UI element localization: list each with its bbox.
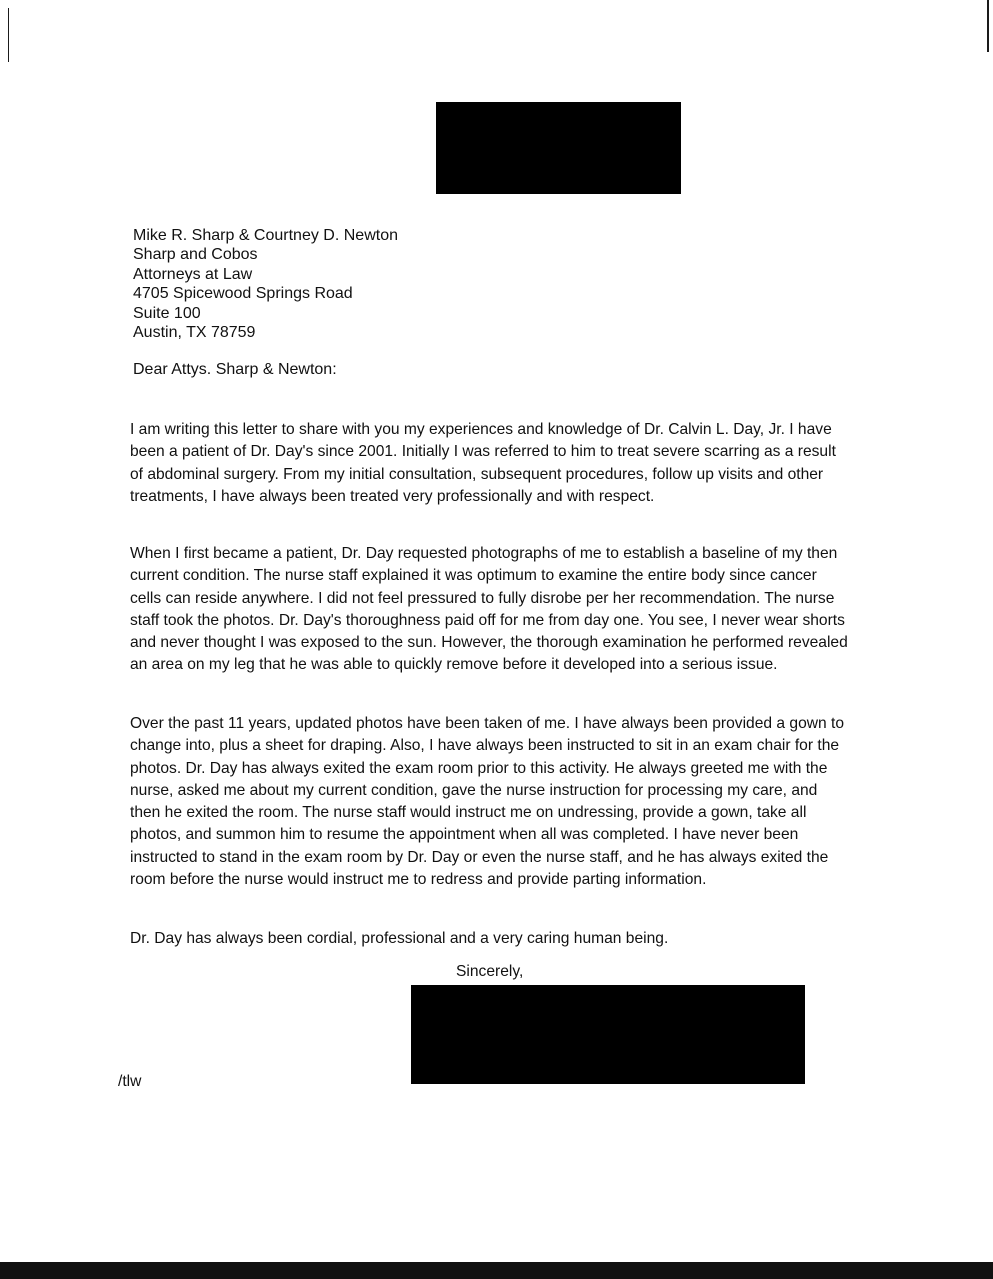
body-paragraph-2: When I first became a patient, Dr. Day requested photographs of me to establish a baseline of my then current condition. The nurse staff explained it was optimum to examine the entire body since cancer cells can reside anywhere. I did not feel pressured to fully disrobe per her recommendation. The nurse staff took the photos. Dr. Day's thoroughness paid off for me from day one. You see, I never wear shorts and never thought I was exposed to the sun. However, the thorough examination he performed revealed an area on my leg that he was able to quickly remove before it developed into a serious issue. bbox=[130, 545, 848, 674]
body-paragraph-3: Over the past 11 years, updated photos have been taken of me. I have always been provided a gown to change into, plus a sheet for draping. Also, I have always been instructed to sit in an exam chair for the photos. Dr. Day has always exited the exam room prior to this activity. He always greeted me with the nurse, asked me about my current condition, gave the nurse instruction for processing my care, and then he exited the room. The nurse staff would instruct me on undressing, provide a gown, take all photos, and summon him to resume the appointment when all was completed. I have never been instructed to stand in the exam room by Dr. Day or even the nurse staff, and he has always exited the room before the nurse would instruct me to redress and provide parting information. bbox=[130, 715, 845, 889]
recipient-address-block bbox=[133, 226, 398, 342]
salutation: Dear Attys. Sharp & Newton: bbox=[133, 361, 337, 378]
scan-edge-right bbox=[987, 0, 989, 52]
body-paragraph-1: I am writing this letter to share with you my experiences and knowledge of Dr. Calvin L. Day, Jr. I have been a patient of Dr. Day's since 2001. Initially I was referred to him to treat severe scarring as a result of abdominal surgery. From my initial consultation, subsequent procedures, follow up visits and other treatments, I have always been treated very professionally and with respect. bbox=[130, 421, 836, 505]
recipient-line-street: 4705 Spicewood Springs Road bbox=[133, 285, 353, 303]
recipient-line-city: Austin, TX 78759 bbox=[133, 324, 256, 342]
body-paragraph-4: Dr. Day has always been cordial, professional and a very caring human being. bbox=[130, 930, 669, 947]
closing: Sincerely, bbox=[456, 963, 524, 980]
recipient-line-title: Attorneys at Law bbox=[133, 265, 253, 283]
recipient-line-firm: Sharp and Cobos bbox=[133, 246, 258, 264]
redacted-signature bbox=[411, 985, 805, 1084]
recipient-line-names: Mike R. Sharp & Courtney D. Newton bbox=[133, 227, 398, 244]
recipient-line-suite: Suite 100 bbox=[133, 304, 201, 322]
redacted-letterhead bbox=[436, 102, 681, 194]
scan-edge-left bbox=[8, 8, 9, 62]
typist-initials: /tlw bbox=[118, 1073, 142, 1090]
scan-edge-bottom bbox=[0, 1262, 993, 1279]
